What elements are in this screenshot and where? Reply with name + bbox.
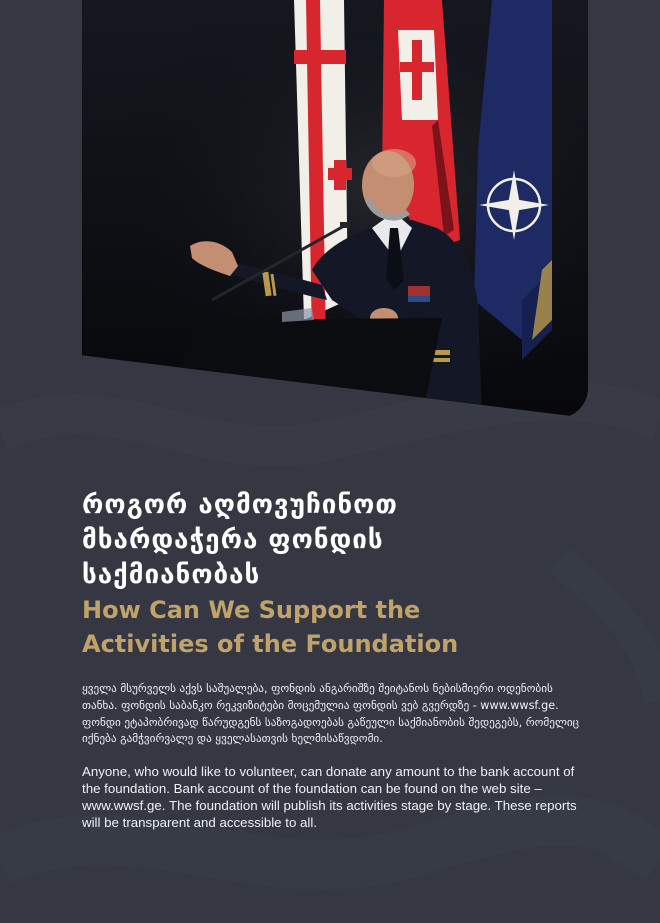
title-english-line-2: Activities of the Foundation — [82, 630, 459, 658]
title-english-line-1: How Can We Support the — [82, 596, 421, 624]
body-paragraph-english: Anyone, who would like to volunteer, can donate any amount to the bank account of the foundation. Bank account of the foundation can be found on the web site – www.wwsf.ge. The foundation will publish its activities stage by stage. These reports will be transparent and accessible to all. — [82, 764, 577, 831]
title-georgian-line-3: საქმიანობას — [82, 560, 261, 590]
title-georgian-line-2: მხარდაჭერა ფონდის — [82, 525, 384, 555]
body-block — [82, 681, 590, 831]
speaker-illustration — [82, 0, 588, 418]
title-georgian-line-1: როგორ აღმოვუჩინოთ — [82, 490, 398, 520]
body-paragraph-georgian: ყველა მსურველს აქვს საშუალება, ფონდის ანგარიშზე შეიტანოს ნებისმიერი ოდენობის თანხა. ფონდის საბანკო რეკვიზიტები მოცემულია ფონდის ვებ გვერდზე - www.wwsf.ge. ფონდი ეტაპობრივად წარუდგენს საზოგადოებას გაწეული საქმიანობის შედეგებს, რომელიც იქნება გამჭვირვალე და ყველასათვის ხელმისაწვდომი. — [82, 682, 580, 746]
title-block — [82, 488, 582, 661]
hero-photo — [82, 0, 588, 418]
